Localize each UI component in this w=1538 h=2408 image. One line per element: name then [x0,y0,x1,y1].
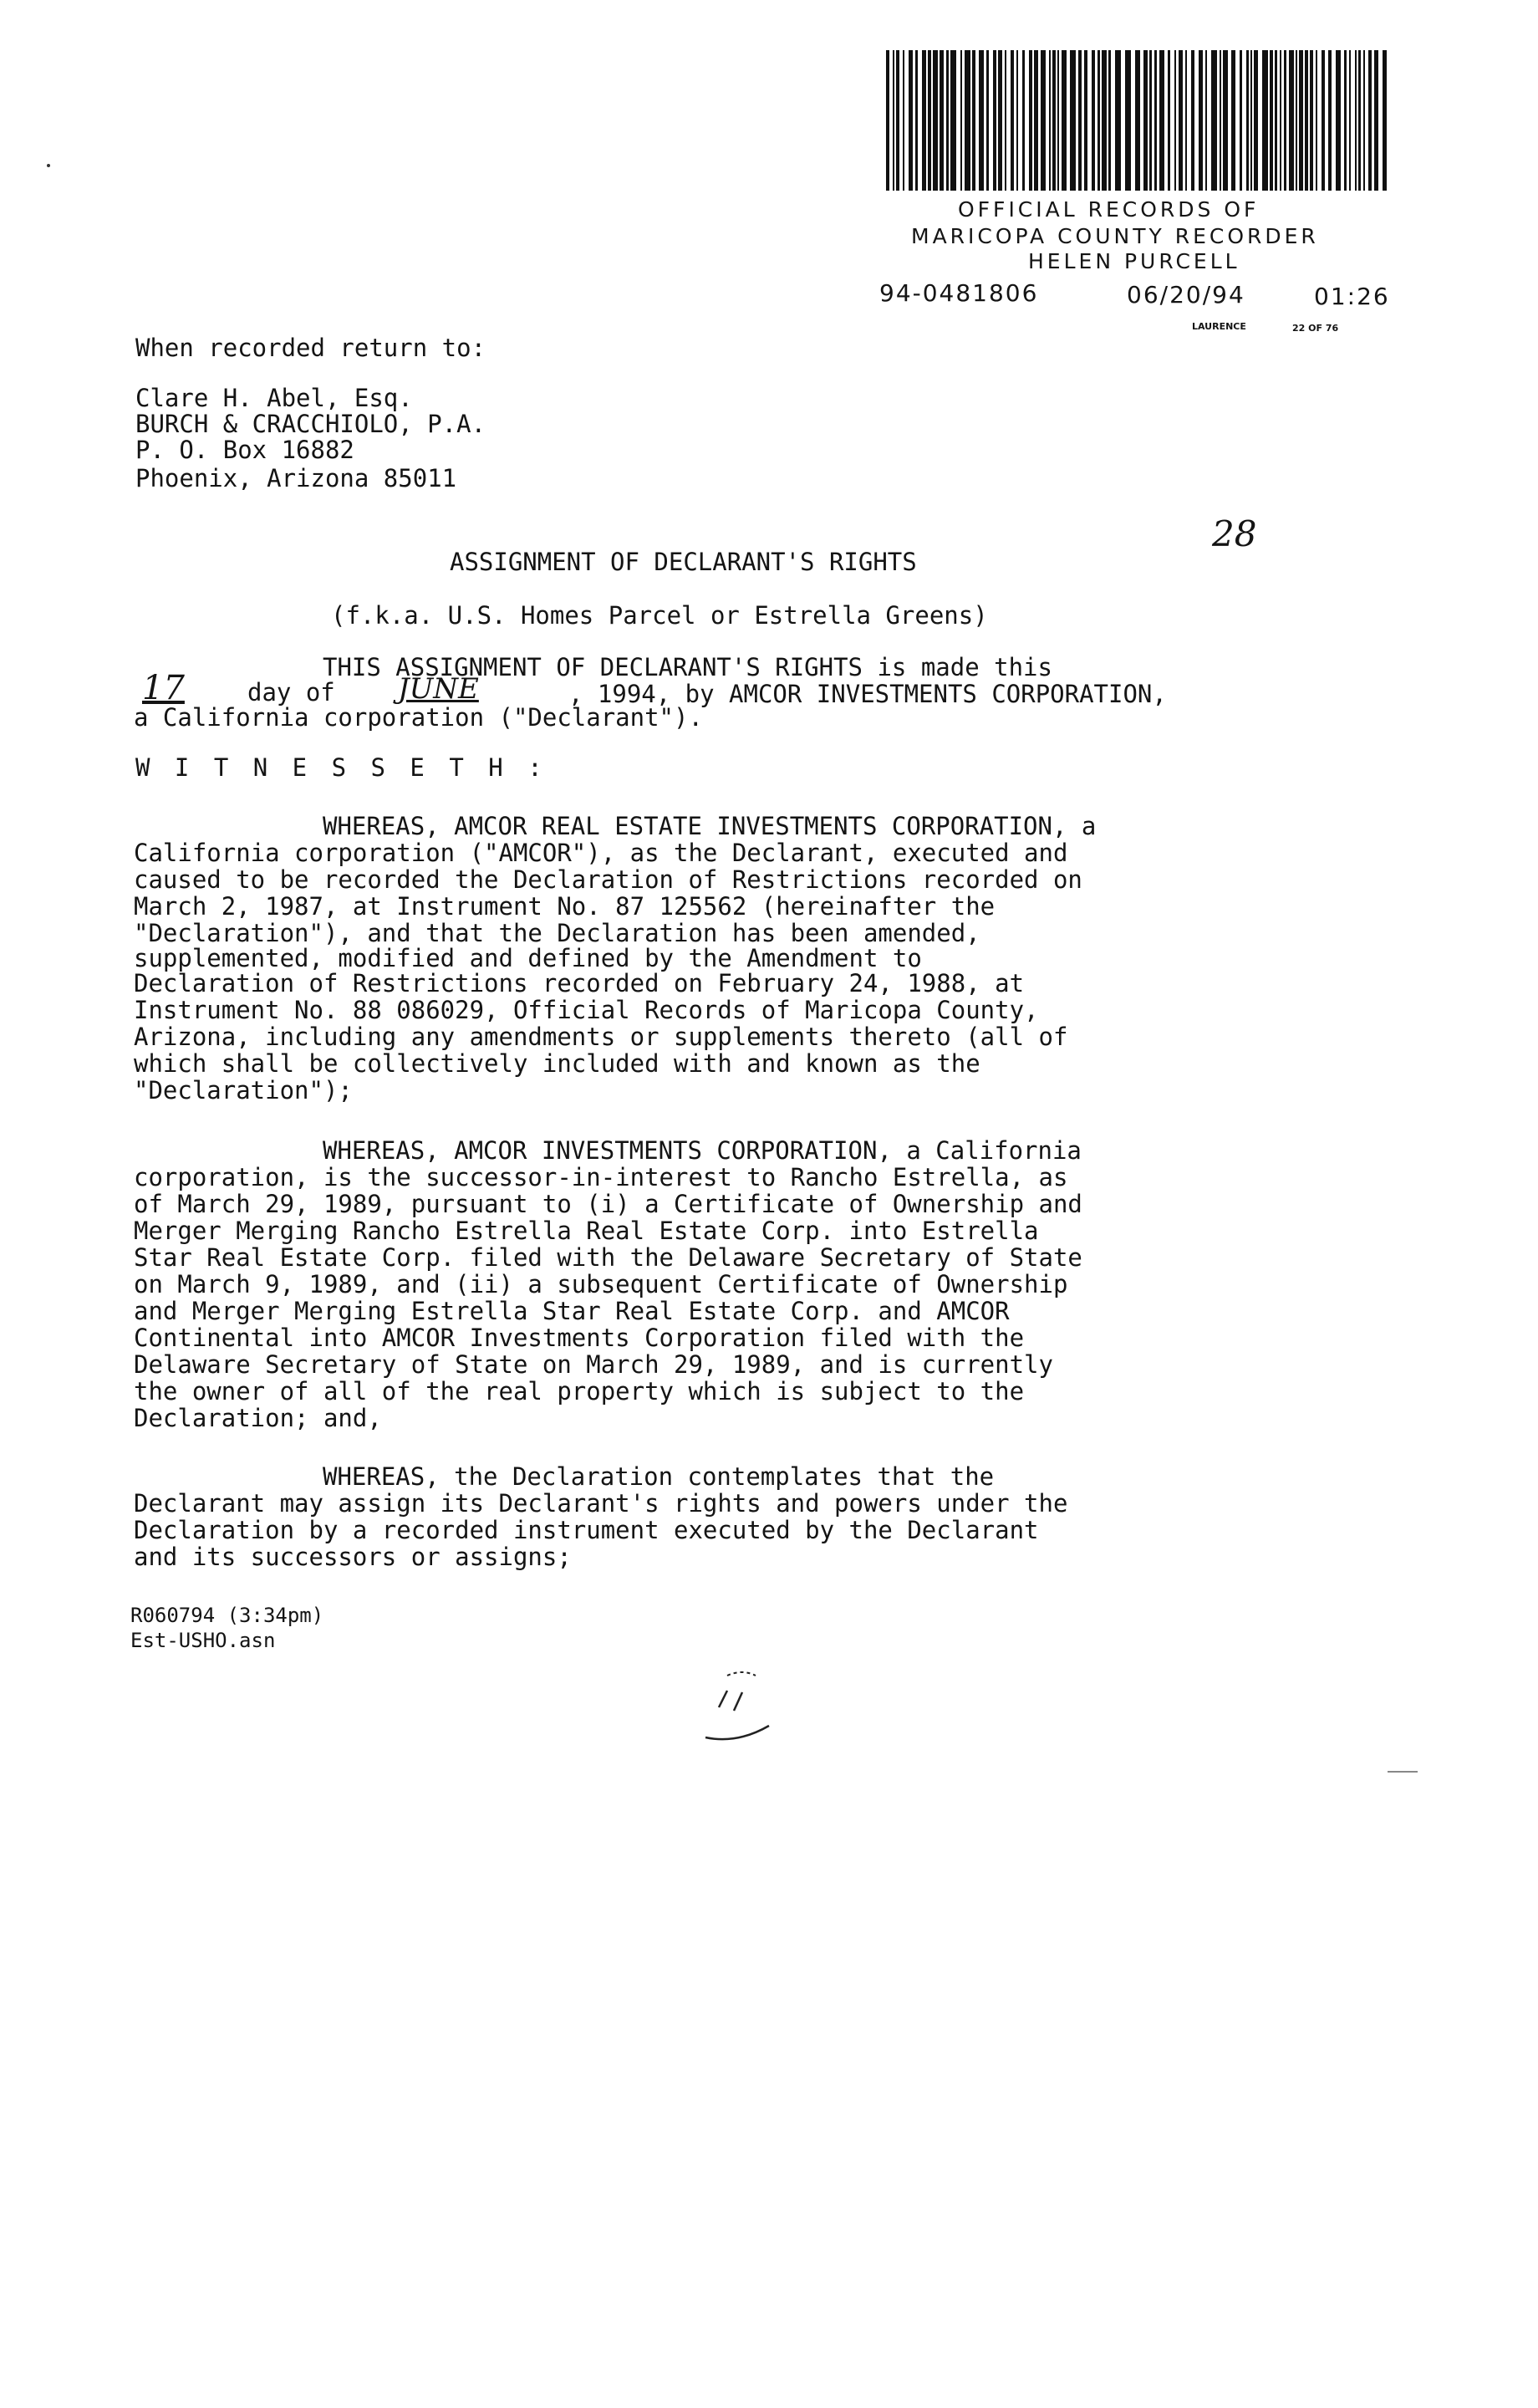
barcode-bar-79 [1374,50,1378,191]
barcode-bar-6 [922,50,926,191]
recorder-stamp-line1: OFFICIAL RECORDS OF [958,197,1260,222]
barcode-bar-22 [1022,50,1025,191]
barcode-bar-14 [972,50,975,191]
barcode-bar-46 [1179,50,1183,191]
para3-line-4: and its successors or assigns; [134,1543,572,1571]
intro-line-3: a California corporation ("Declarant"). [134,703,703,732]
intro-line-1: THIS ASSIGNMENT OF DECLARANT'S RIGHTS is made this [323,653,1052,681]
barcode-bar-11 [950,50,956,191]
barcode-bar-53 [1223,50,1228,191]
barcode-bar-28 [1057,50,1059,191]
barcode-bar-56 [1246,50,1249,191]
barcode-bar-65 [1296,50,1297,191]
barcode-bar-57 [1250,50,1252,191]
barcode-bar-66 [1299,50,1303,191]
barcode-bar-15 [979,50,984,191]
barcode-bar-80 [1383,50,1387,191]
recorder-date: 06/20/94 [1127,281,1245,309]
return-line-4: Phoenix, Arizona 85011 [135,464,457,492]
barcode-bar-43 [1159,50,1164,191]
barcode-bar-52 [1220,50,1221,191]
barcode-bar-47 [1185,50,1187,191]
para3-line-1: WHEREAS, the Declaration contemplates that the [323,1462,995,1491]
barcode-bar-58 [1254,50,1258,191]
scan-speck [47,164,50,167]
barcode-bar-42 [1154,50,1157,191]
barcode-bar-59 [1262,50,1268,191]
recorder-stamp-line2: MARICOPA COUNTY RECORDER [911,224,1319,248]
barcode-bar-54 [1231,50,1235,191]
return-line-2: BURCH & CRACCHIOLO, P.A. [135,410,486,438]
footer-line-1: R060794 (3:34pm) [130,1604,324,1627]
barcode-bar-69 [1316,50,1317,191]
para2-line-8: Continental into AMCOR Investments Corporation filed with the [134,1324,1025,1352]
barcode-bar-26 [1049,50,1051,191]
handwritten-month: JUNE [398,672,479,706]
barcode-bar-37 [1115,50,1121,191]
barcode-bar-2 [896,50,899,191]
barcode-bar-5 [915,50,918,191]
barcode-bar-30 [1070,50,1076,191]
para1-line-3: caused to be recorded the Declaration of Restrictions recorded on [134,865,1082,894]
barcode-bar-20 [1011,50,1014,191]
recorder-page-of: 22 OF 76 [1292,323,1339,334]
barcode-bar-3 [903,50,904,191]
return-line-3: P. O. Box 16882 [135,436,354,464]
barcode-bar-70 [1322,50,1325,191]
return-heading: When recorded return to: [135,334,486,362]
barcode-bar-29 [1062,50,1067,191]
para1-line-10: which shall be collectively included with and known as the [134,1049,980,1078]
barcode-bar-10 [946,50,949,191]
barcode-bar-33 [1092,50,1095,191]
barcode [884,47,1391,194]
para1-line-1: WHEREAS, AMCOR REAL ESTATE INVESTMENTS CORPORATION, a [323,812,1097,840]
para2-line-6: on March 9, 1989, and (ii) a subsequent Certificate of Ownership [134,1270,1068,1298]
return-line-1: Clare H. Abel, Esq. [135,384,413,412]
barcode-bar-77 [1363,50,1365,191]
barcode-bar-62 [1280,50,1281,191]
recorder-time: 01:26 [1314,283,1390,310]
recorder-clerk: LAURENCE [1192,321,1246,332]
handwritten-page-number: 28 [1212,513,1257,554]
para1-line-2: California corporation ("AMCOR"), as the Declarant, executed and [134,839,1068,867]
barcode-bar-9 [940,50,944,191]
barcode-bar-49 [1199,50,1203,191]
barcode-bar-19 [1005,50,1006,191]
barcode-bar-27 [1052,50,1056,191]
barcode-bar-38 [1125,50,1131,191]
para1-line-4: March 2, 1987, at Instrument No. 87 125562 (hereinafter the [134,892,996,921]
barcode-bar-73 [1344,50,1347,191]
para2-line-11: Declaration; and, [134,1404,382,1432]
barcode-bar-74 [1349,50,1351,191]
barcode-bar-8 [933,50,938,191]
barcode-bar-76 [1358,50,1361,191]
para2-line-4: Merger Merging Rancho Estrella Real Estate Corp. into Estrella [134,1217,1039,1245]
para2-line-10: the owner of all of the real property which is subject to the [134,1377,1025,1406]
barcode-bar-68 [1310,50,1313,191]
barcode-bar-7 [928,50,931,191]
witnesseth-heading: W I T N E S S E T H : [135,753,547,782]
barcode-bar-39 [1135,50,1140,191]
para1-line-9: Arizona, including any amendments or supplements thereto (all of [134,1023,1068,1051]
barcode-bar-44 [1168,50,1170,191]
barcode-bar-55 [1240,50,1242,191]
barcode-bar-25 [1041,50,1046,191]
barcode-bar-34 [1097,50,1100,191]
barcode-bar-13 [965,50,970,191]
barcode-bar-24 [1034,50,1038,191]
barcode-bar-4 [909,50,913,191]
barcode-bar-23 [1029,50,1032,191]
barcode-bar-45 [1174,50,1176,191]
para2-line-2: corporation, is the successor-in-interest to Rancho Estrella, as [134,1163,1068,1191]
barcode-bar-63 [1284,50,1286,191]
para1-line-5: "Declaration"), and that the Declaration has been amended, [134,919,980,947]
para3-line-2: Declarant may assign its Declarant's rights and powers under the [134,1489,1068,1518]
barcode-bar-32 [1084,50,1087,191]
barcode-bar-41 [1149,50,1152,191]
barcode-bar-17 [993,50,996,191]
barcode-bar-71 [1328,50,1332,191]
barcode-bar-75 [1355,50,1357,191]
barcode-bar-78 [1368,50,1372,191]
barcode-bar-51 [1211,50,1217,191]
barcode-bar-40 [1143,50,1148,191]
para2-line-1: WHEREAS, AMCOR INVESTMENTS CORPORATION, a California [323,1136,1082,1165]
para2-line-7: and Merger Merging Estrella Star Real Estate Corp. and AMCOR [134,1297,1010,1325]
barcode-bar-0 [886,50,889,191]
initials-mark [694,1661,786,1752]
barcode-bar-1 [893,50,894,191]
para1-line-6: supplemented, modified and defined by the Amendment to [134,944,922,972]
recorder-stamp-line3: HELEN PURCELL [1028,249,1240,273]
handwritten-day: 17 [142,669,185,707]
intro-day-label: day of [247,678,335,707]
para1-line-8: Instrument No. 88 086029, Official Records of Maricopa County, [134,996,1039,1024]
footer-line-2: Est-USHO.asn [130,1629,276,1652]
barcode-bar-31 [1078,50,1082,191]
barcode-bar-48 [1191,50,1194,191]
barcode-bar-50 [1205,50,1207,191]
document-title: ASSIGNMENT OF DECLARANT'S RIGHTS [450,548,917,576]
barcode-bar-60 [1270,50,1273,191]
para1-line-11: "Declaration"); [134,1076,353,1105]
barcode-bar-16 [986,50,989,191]
recorder-doc-number: 94-0481806 [879,279,1039,307]
intro-line-2: , 1994, by AMCOR INVESTMENTS CORPORATION, [568,680,1167,708]
para1-line-7: Declaration of Restrictions recorded on February 24, 1988, at [134,969,1025,997]
barcode-bar-67 [1305,50,1308,191]
barcode-bar-64 [1289,50,1294,191]
para2-line-3: of March 29, 1989, pursuant to (i) a Certificate of Ownership and [134,1190,1082,1218]
barcode-bar-12 [960,50,962,191]
barcode-bar-35 [1102,50,1107,191]
para3-line-3: Declaration by a recorded instrument executed by the Declarant [134,1516,1039,1544]
document-subtitle: (f.k.a. U.S. Homes Parcel or Estrella Greens) [331,601,988,630]
para2-line-9: Delaware Secretary of State on March 29, 1989, and is currently [134,1350,1053,1379]
para2-line-5: Star Real Estate Corp. filed with the Delaware Secretary of State [134,1243,1082,1272]
scan-dash [1388,1771,1418,1773]
barcode-bar-21 [1016,50,1018,191]
barcode-bar-61 [1275,50,1277,191]
barcode-bar-36 [1108,50,1111,191]
barcode-bar-72 [1336,50,1341,191]
barcode-bar-18 [998,50,1002,191]
